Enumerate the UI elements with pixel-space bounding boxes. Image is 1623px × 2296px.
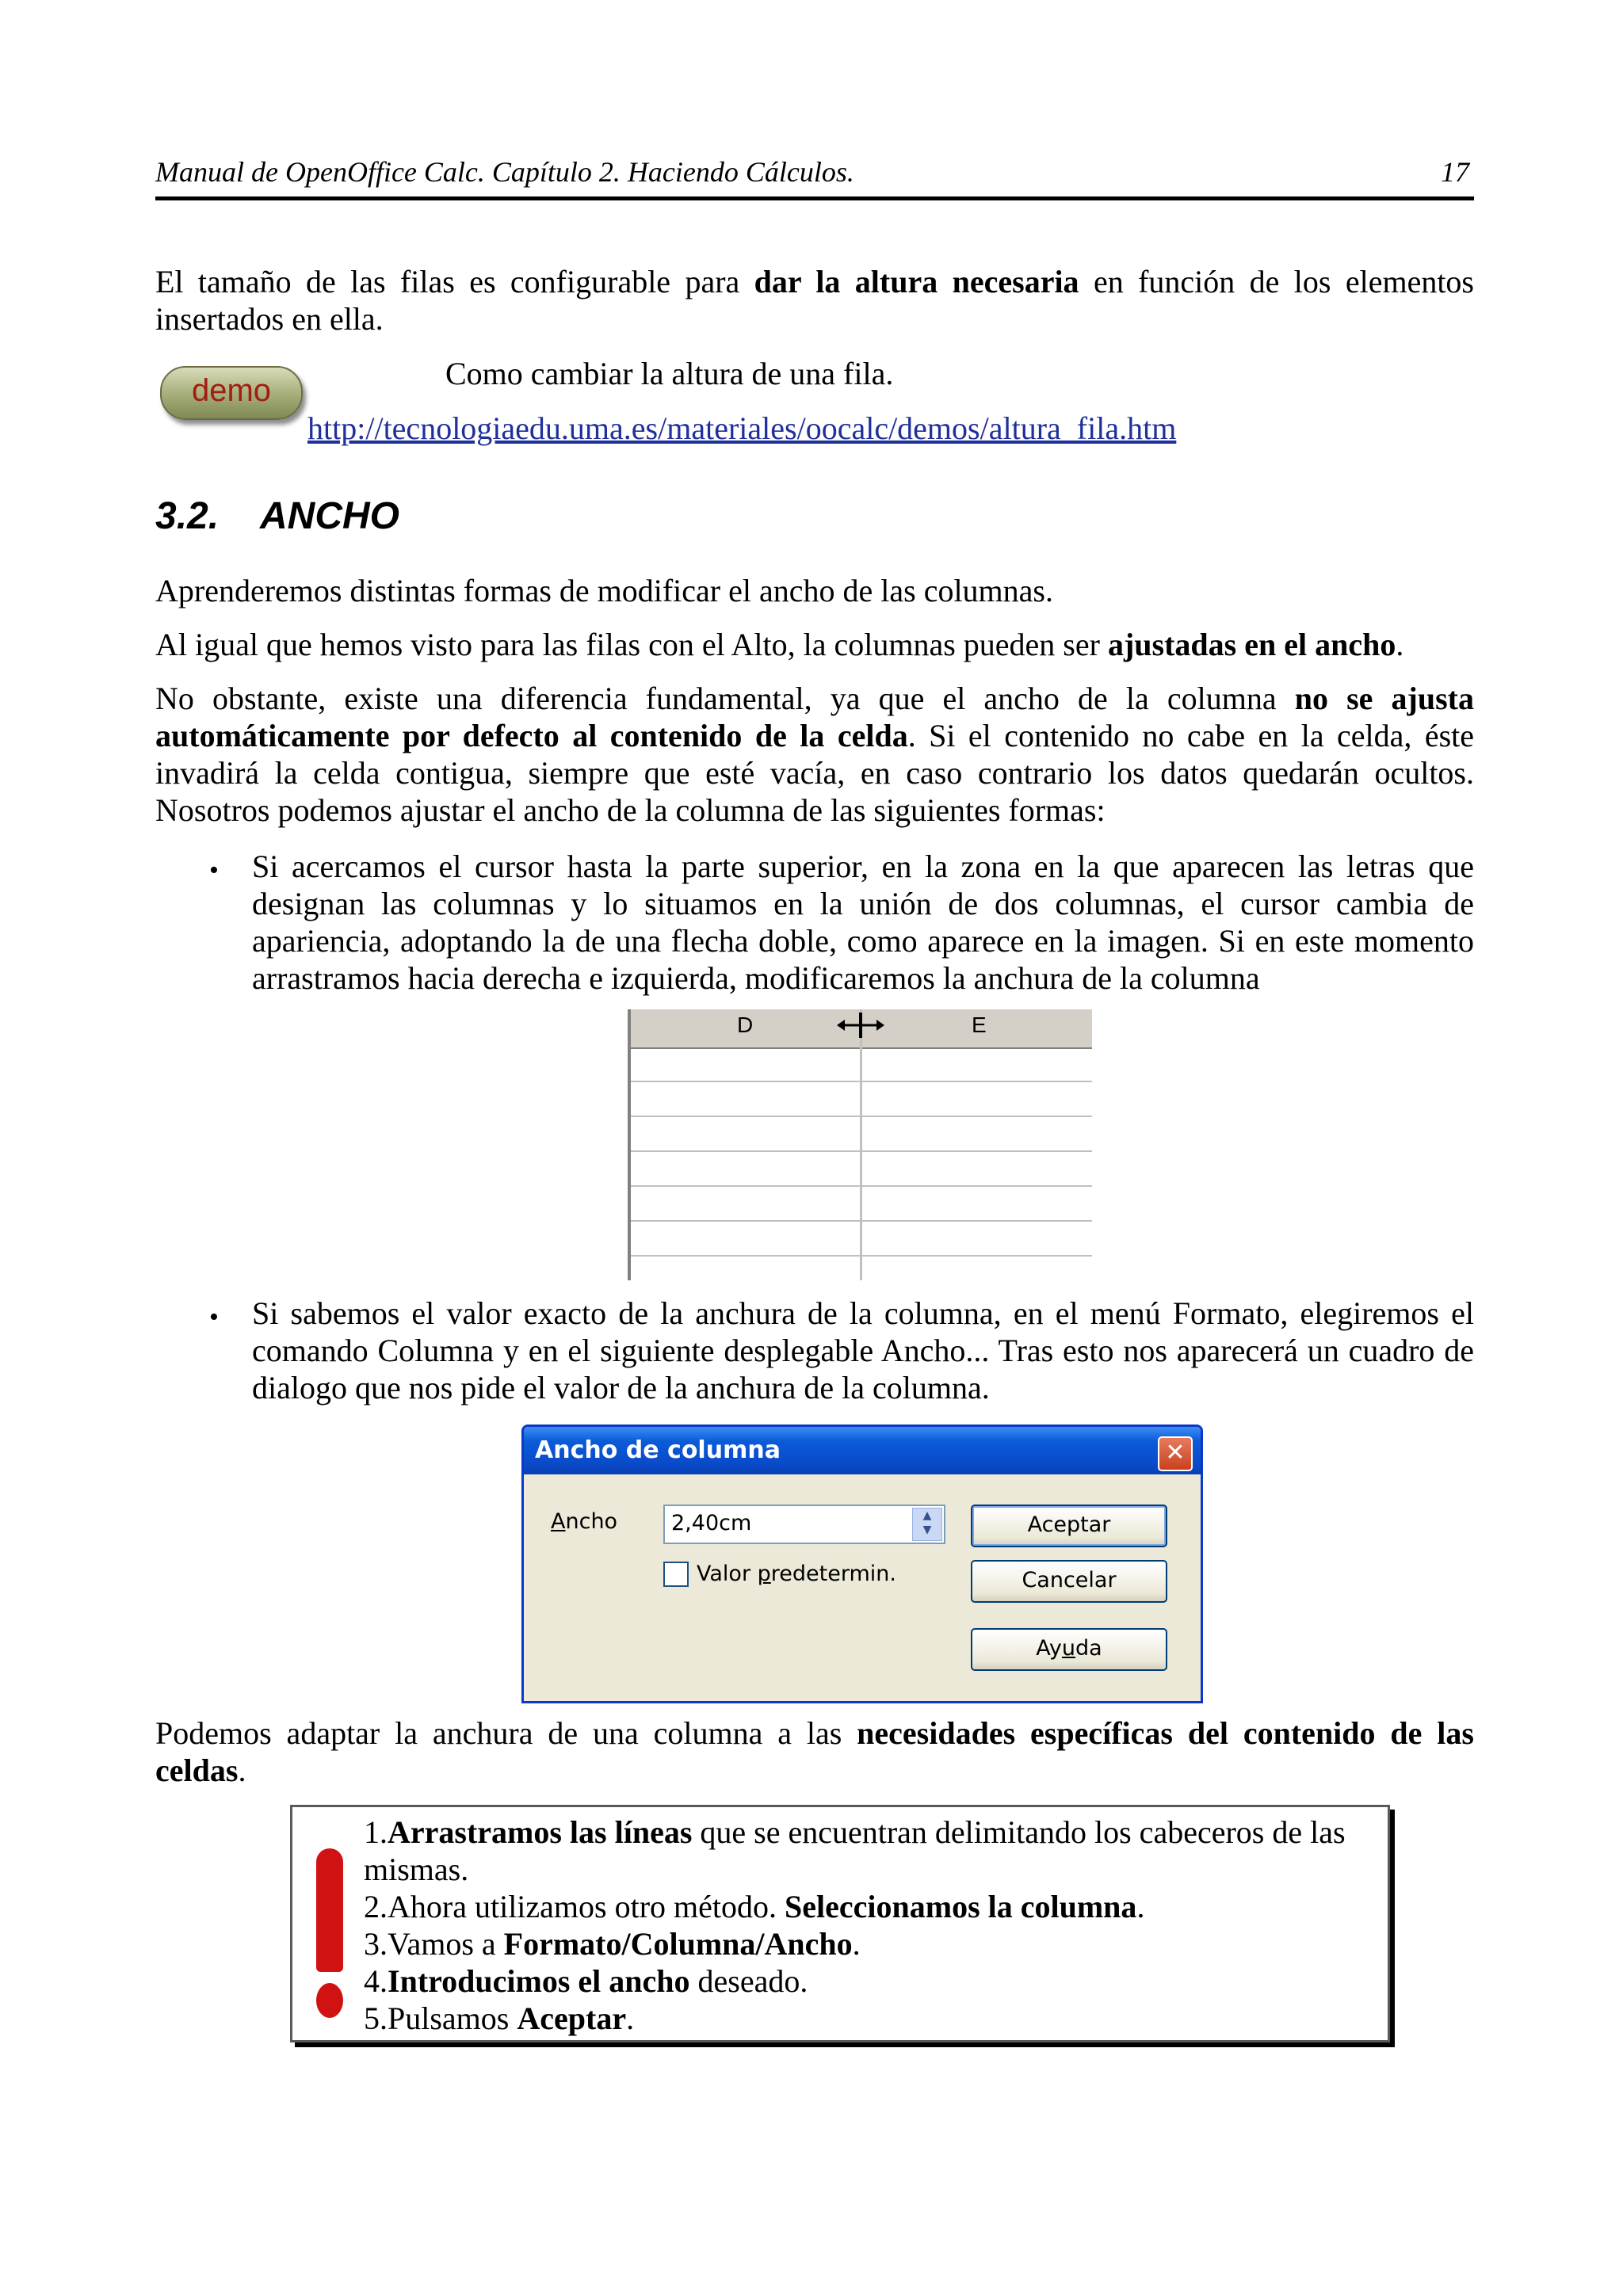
demo-caption: Como cambiar la altura de una fila. bbox=[445, 356, 894, 391]
text-span: . bbox=[1136, 1889, 1145, 1924]
text-span: 5.Pulsamos bbox=[364, 2000, 517, 2036]
default-value-checkbox[interactable] bbox=[663, 1562, 689, 1587]
step-item bbox=[364, 1925, 1378, 1962]
text-span: . bbox=[238, 1753, 246, 1788]
bullet-marker: • bbox=[209, 856, 219, 885]
step-item bbox=[364, 2000, 1378, 2037]
bullet-item-menu: Si sabemos el valor exacto de la anchura de la columna, en el menú Formato, elegiremos el comando Columna y en el siguiente desplegable Ancho... Tras esto nos aparecerá un cuadro de dialogo que nos pide el valor de la anchura de la columna. bbox=[252, 1295, 1474, 1405]
page-header bbox=[155, 155, 1474, 189]
label-text: redetermin. bbox=[770, 1562, 896, 1586]
mnemonic-letter: A bbox=[551, 1509, 566, 1534]
section-number: 3.2. bbox=[155, 495, 220, 537]
demo-button[interactable]: demo bbox=[160, 366, 303, 420]
text-span: . bbox=[626, 2000, 635, 2036]
column-header-d: D bbox=[737, 1013, 754, 1037]
resize-cursor-icon bbox=[835, 1011, 886, 1039]
close-icon[interactable]: ✕ bbox=[1158, 1436, 1193, 1471]
spin-up-icon[interactable]: ▲ bbox=[922, 1509, 932, 1522]
mnemonic-letter: p bbox=[757, 1562, 771, 1586]
width-input[interactable] bbox=[663, 1505, 945, 1544]
text-span: Podemos adaptar la anchura de una columna a las bbox=[155, 1715, 857, 1751]
bold-text: Formato/Columna/Ancho bbox=[503, 1926, 853, 1962]
bold-text: Aceptar bbox=[517, 2000, 627, 2036]
label-text: ncho bbox=[565, 1509, 618, 1534]
bullet-item-drag: Si acercamos el cursor hasta la parte superior, en la zona en la que aparecen las letras que designan las columnas y lo situamos en la unión de dos columnas, el cursor cambia de apariencia, adoptando la de una flecha doble, como aparece en la imagen. Si en este momento arrastramos hacia derecha e izquierda, modificaremos la anchura de la columna bbox=[252, 849, 1474, 996]
bullet-marker: • bbox=[209, 1302, 219, 1332]
ok-button[interactable]: Aceptar bbox=[971, 1505, 1167, 1547]
dialog-title: Ancho de columna bbox=[524, 1427, 1201, 1474]
label-text: Ay bbox=[1036, 1636, 1062, 1661]
header-rule bbox=[155, 196, 1474, 200]
exclamation-dot bbox=[316, 1983, 343, 2018]
text-span: El tamaño de las filas es configurable para bbox=[155, 264, 754, 299]
demo-link[interactable]: http://tecnologiaedu.uma.es/materiales/oocalc/demos/altura_fila.htm bbox=[307, 410, 1177, 446]
label-text: Valor bbox=[697, 1562, 758, 1586]
text-span: Al igual que hemos visto para las filas con el Alto, la columnas pueden ser bbox=[155, 627, 1108, 662]
spreadsheet-image bbox=[628, 1009, 1092, 1280]
paragraph-intro: Aprenderemos distintas formas de modificar el ancho de las columnas. bbox=[155, 573, 1053, 608]
help-button[interactable] bbox=[971, 1628, 1167, 1671]
text-span: 3.Vamos a bbox=[364, 1926, 504, 1962]
sheet-left-border bbox=[628, 1009, 631, 1280]
bold-text: Introducimos el ancho bbox=[388, 1963, 690, 1999]
spin-buttons[interactable] bbox=[912, 1508, 942, 1541]
steps-list bbox=[364, 1814, 1378, 2037]
grid-row-line bbox=[631, 1116, 1092, 1117]
bold-text: dar la altura necesaria bbox=[754, 264, 1079, 299]
text-span: deseado. bbox=[689, 1963, 808, 1999]
label-text: da bbox=[1075, 1636, 1102, 1661]
grid-row-line bbox=[631, 1220, 1092, 1222]
paragraph-rows-height bbox=[155, 263, 1474, 338]
exclamation-icon bbox=[316, 1848, 343, 1972]
text-span: que se encuentran delimitando los cabeceros de las mismas. bbox=[364, 1814, 1346, 1887]
bold-text: necesidades específicas del contenido de las celdas bbox=[155, 1715, 1474, 1788]
text-span: No obstante, existe una diferencia fundamental, ya que el ancho de la columna bbox=[155, 681, 1295, 716]
bold-text: no se ajusta automáticamente por defecto al contenido de la celda bbox=[155, 681, 1474, 753]
default-value-label bbox=[697, 1562, 896, 1586]
text-span: . Si el contenido no cabe en la celda, éste invadirá la celda contigua, siempre que esté vacía, en caso contrario los datos quedarán ocultos. Nosotros podemos ajustar el ancho de la columna de las siguientes formas: bbox=[155, 718, 1475, 828]
text-span: . bbox=[852, 1926, 861, 1962]
section-title: ANCHO bbox=[260, 495, 399, 537]
paragraph-alto bbox=[155, 626, 1474, 663]
header-title: Manual de OpenOffice Calc. Capítulo 2. Haciendo Cálculos. bbox=[155, 156, 854, 188]
column-width-dialog bbox=[521, 1425, 1203, 1703]
text-span: 2.Ahora utilizamos otro método. bbox=[364, 1889, 785, 1924]
grid-row-line bbox=[631, 1185, 1092, 1187]
text-span: en función de los elementos insertados en ella. bbox=[155, 264, 1474, 337]
paragraph-adapt bbox=[155, 1714, 1474, 1789]
cancel-button[interactable]: Cancelar bbox=[971, 1560, 1167, 1603]
column-separator bbox=[860, 1009, 862, 1280]
grid-row-line bbox=[631, 1081, 1092, 1082]
step-item bbox=[364, 1888, 1378, 1925]
page-number: 17 bbox=[1441, 156, 1469, 188]
bold-text: Arrastramos las líneas bbox=[388, 1814, 693, 1850]
text-span: 4. bbox=[364, 1963, 388, 1999]
bold-text: ajustadas en el ancho bbox=[1107, 627, 1396, 662]
paragraph-difference bbox=[155, 680, 1474, 829]
width-label bbox=[551, 1509, 617, 1534]
steps-note-box bbox=[290, 1805, 1390, 2042]
spin-down-icon[interactable]: ▼ bbox=[922, 1524, 932, 1536]
width-value: 2,40cm bbox=[671, 1511, 752, 1535]
step-item bbox=[364, 1962, 1378, 2000]
grid-row-line bbox=[631, 1150, 1092, 1152]
text-span: 1. bbox=[364, 1814, 388, 1850]
column-header-e: E bbox=[972, 1013, 987, 1037]
text-span: . bbox=[1396, 627, 1404, 662]
step-item bbox=[364, 1814, 1378, 1888]
section-heading bbox=[155, 494, 399, 538]
mnemonic-letter: u bbox=[1061, 1636, 1076, 1661]
bold-text: Seleccionamos la columna bbox=[785, 1889, 1137, 1924]
grid-row-line bbox=[631, 1255, 1092, 1257]
